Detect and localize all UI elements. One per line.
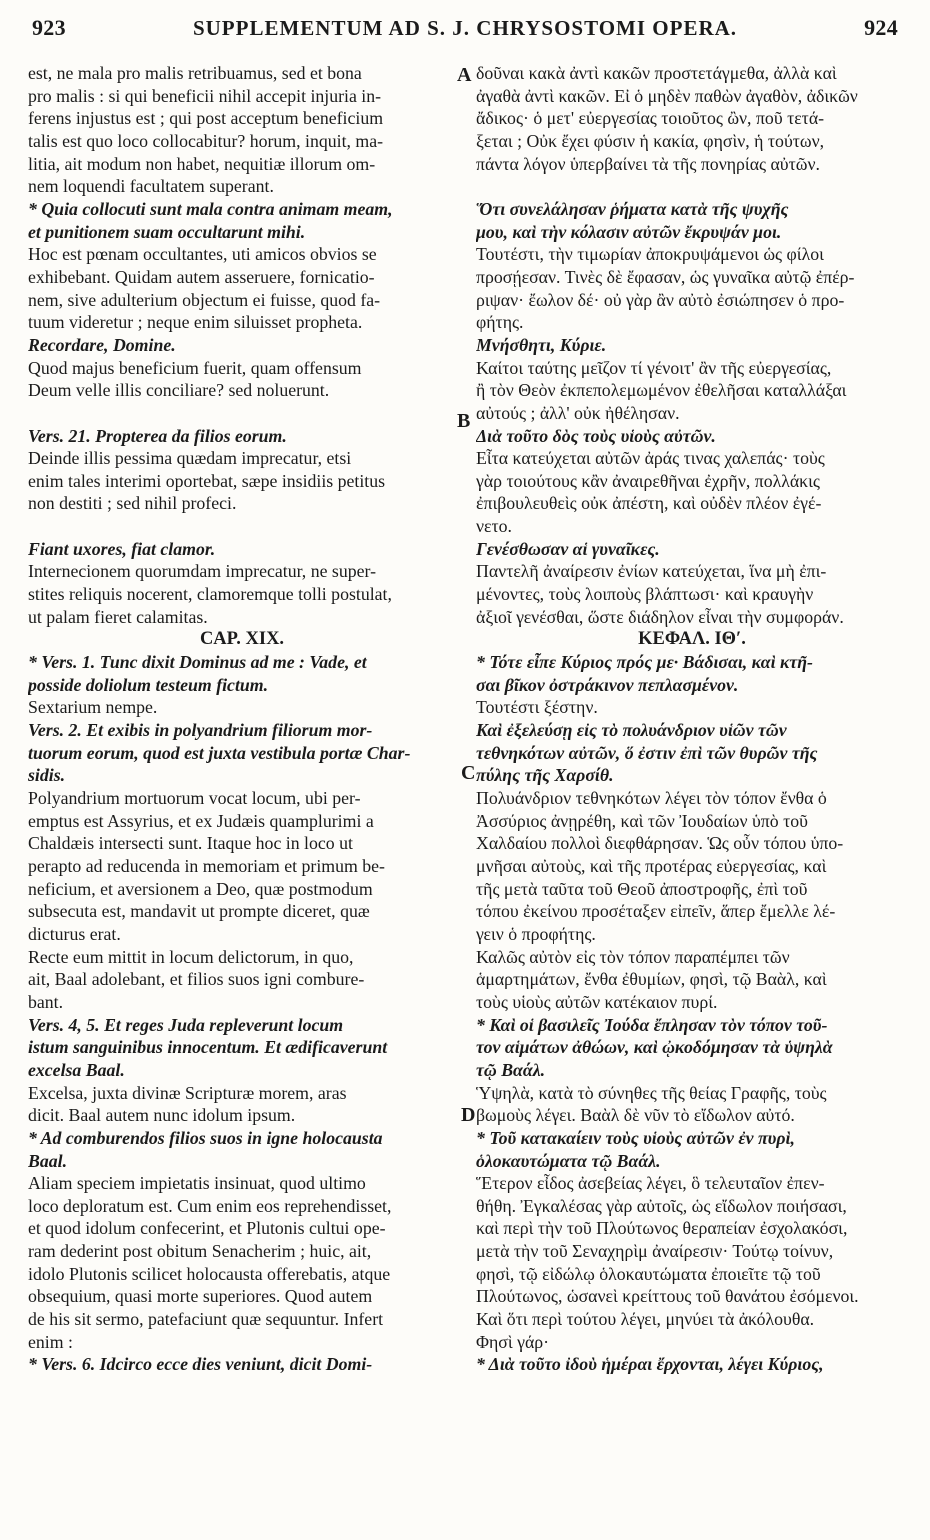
greek-text-line: * Τότε εἶπε Κύριος πρός με· Βάδισαι, καὶ κτῆ- — [476, 652, 813, 673]
latin-text-line: * Vers. 1. Tunc dixit Dominus ad me : Vade, et — [28, 652, 367, 673]
greek-text-line: τον αἱμάτων ἀθώων, καὶ ᾠκοδόμησαν τὰ ὑψηλὰ — [476, 1037, 833, 1058]
latin-text-line: Sextarium nempe. — [28, 697, 158, 718]
latin-text-line: posside doliolum testeum fictum. — [28, 674, 269, 695]
right-page-number: 924 — [864, 15, 898, 40]
latin-text-line: et punitionem suam occultarunt mihi. — [28, 221, 306, 242]
greek-text-line: γὰρ τοιούτους κἂν ἀναιρεθῆναι ἐχρῆν, πολλάκις — [476, 470, 820, 491]
greek-text-line: βωμοὺς λέγει. Βαὰλ δὲ νῦν τὸ εἴδωλον αὐτό. — [476, 1105, 795, 1126]
latin-text-line: Vers. 2. Et exibis in polyandrium filiorum mor- — [28, 720, 373, 741]
greek-text-line: ἀξιοῖ γενέσθαι, ὥστε διάδηλον εἶναι τὴν συμφοράν. — [476, 606, 844, 627]
latin-text-line: talis est quo loco collocabitur? horum, inquit, ma- — [28, 130, 384, 151]
greek-text-line: Ὅτι συνελάλησαν ῥήματα κατὰ τῆς ψυχῆς — [476, 198, 789, 219]
greek-text-line: δοῦναι κακὰ ἀντὶ κακῶν προστετάγμεθα, ἀλλὰ καὶ — [476, 63, 837, 83]
greek-text-line: καὶ περὶ τὴν τοῦ Πλούτωνος θεραπείαν ἐσχολακόσι, — [476, 1218, 848, 1239]
latin-text-line: Fiant uxores, fiat clamor. — [28, 538, 216, 559]
latin-text-line: tuorum eorum, quod est juxta vestibula portæ Char- — [28, 742, 411, 763]
latin-text-line: subsecuta est, mandavit ut prompte diceret, quæ — [28, 901, 370, 922]
greek-text-line: αὐτούς ; ἀλλ' οὐκ ἠθέλησαν. — [476, 402, 680, 423]
latin-text-line: Polyandrium mortuorum vocat locum, ubi per- — [28, 788, 361, 808]
greek-text-line: * Καὶ οἱ βασιλεῖς Ἰούδα ἔπλησαν τὸν τόπον τοῦ- — [476, 1014, 828, 1035]
greek-text-line: μου, καὶ τὴν κόλασιν αὐτῶν ἔκρυψάν μοι. — [476, 221, 782, 242]
greek-text-line: σαι βῖκον ὀστράκινον πεπλασμένον. — [476, 674, 739, 695]
greek-text-line: φήτης. — [476, 312, 524, 333]
greek-text-line: Μνήσθητι, Κύριε. — [476, 334, 607, 355]
latin-text-line: obsequium, quasi morte superiores. Quod autem — [28, 1286, 373, 1307]
latin-text-line: bant. — [28, 991, 64, 1012]
latin-text-line: nem, sive adulterium objectum ei fuisse, quod fa- — [28, 289, 381, 310]
greek-text-line: Ὑψηλὰ, κατὰ τὸ σύνηθες τῆς θείας Γραφῆς, τοὺς — [476, 1082, 827, 1103]
greek-text-line: νετο. — [476, 516, 512, 537]
greek-text-line: Παντελῆ ἀναίρεσιν ἐνίων κατεύχεται, ἵνα μὴ ἐπι- — [476, 561, 827, 582]
latin-text-line: ait, Baal adolebant, et filios suos igni combure- — [28, 969, 365, 990]
latin-text-line: Quod majus beneficium fuerit, quam offensum — [28, 357, 362, 378]
greek-text-line: τῆς μετὰ ταῦτα τοῦ Θεοῦ ἀποστροφῆς, ἐπὶ τοῦ — [476, 878, 808, 899]
latin-text-line: Baal. — [28, 1150, 68, 1171]
greek-text-line: θήθη. Ἐγκαλέσας γὰρ αὐτοῖς, ὡς εἴδωλον ποιήσασι, — [476, 1195, 847, 1216]
latin-text-line: sidis. — [28, 765, 66, 786]
latin-text-line: litia, ait modum non habet, nequitiæ illorum om- — [28, 153, 376, 174]
greek-text-line: τόπου ἐκείνου προσέταξεν εἰπεῖν, ἅπερ ἔμελλε λέ- — [476, 901, 836, 922]
greek-text-line: πάντα λόγον ὑπερβαίνει τὰ τῆς πονηρίας αὐτῶν. — [476, 153, 820, 174]
latin-text-line: stites reliquis nocerent, clamoremque tolli postulat, — [28, 584, 392, 605]
greek-text-line: ἐπιβουλευθεὶς οὐκ ἀπέστη, καὶ οὐδὲν πλέον ἐγέ- — [476, 493, 822, 514]
greek-text-line: τῷ Βαάλ. — [476, 1059, 546, 1080]
latin-text-line: excelsa Baal. — [28, 1059, 125, 1080]
greek-text-line — [476, 175, 908, 198]
greek-text-line: Τουτέστι, τὴν τιμωρίαν ἀποκρυψάμενοι ὡς φίλοι — [476, 244, 824, 265]
margin-marker-b: B — [457, 410, 471, 432]
latin-text-line: Recte eum mittit in locum delictorum, in quo, — [28, 946, 354, 967]
greek-column — [476, 62, 908, 1376]
latin-text-line: istum sanguinibus innocentum. Et ædificaverunt — [28, 1037, 388, 1058]
greek-text-line: μένοντες, τοὺς λοιποὺς βλάπτωσι· καὶ κραυγὴν — [476, 584, 814, 605]
greek-text-line: μετὰ τὴν τοῦ Σεναχηρὶμ ἀναίρεσιν· Τούτῳ τοίνυν, — [476, 1241, 834, 1262]
latin-text-line: non destiti ; sed nihil profeci. — [28, 493, 237, 514]
latin-text-line: Vers. 21. Propterea da filios eorum. — [28, 425, 287, 446]
greek-text-line: φησὶ, τῷ εἰδώλῳ ὁλοκαυτώματα ἐποιεῖτε τῷ τοῦ — [476, 1263, 821, 1284]
greek-text-line: Καλῶς αὐτὸν εἰς τὸν τόπον παραπέμπει τῶν — [476, 946, 790, 967]
greek-text-line: ἄδικος· ὁ μετ' εὐεργεσίας τοιοῦτος ὢν, ποῦ τετά- — [476, 108, 825, 129]
latin-text-line: enim tales interimi oportebat, sæpe insidiis petitus — [28, 470, 386, 491]
greek-text-line: τεθνηκότων αὐτῶν, ὅ ἐστιν ἐπὶ τῶν θυρῶν τῆς — [476, 742, 818, 763]
latin-text-line: Internecionem quorumdam imprecatur, ne super- — [28, 561, 377, 582]
latin-text-line: nem loquendi facultatem superant. — [28, 176, 274, 197]
latin-column — [28, 62, 456, 1376]
greek-text-line: Φησὶ γάρ· — [476, 1331, 550, 1352]
latin-text-line: * Ad comburendos filios suos in igne holocausta — [28, 1127, 383, 1148]
greek-text-line: μνῆσαι αὐτοὺς, καὶ τῆς προτέρας εὐεργεσίας, καὶ — [476, 855, 827, 876]
greek-text-line: Καίτοι ταύτης μεῖζον τί γένοιτ' ἂν τῆς εὐεργεσίας, — [476, 357, 832, 378]
greek-text-line: ξεται ; Οὐκ ἔχει φύσιν ἡ κακία, φησὶν, ἡ τούτων, — [476, 130, 825, 151]
margin-marker-a: A — [457, 64, 472, 86]
latin-text-line: ferens injustus est ; qui post acceptum beneficium — [28, 108, 384, 129]
greek-text-line: γειν ὁ προφήτης. — [476, 923, 596, 944]
greek-text-line: ΚΕΦΑΛ. ΙΘʹ. — [638, 629, 746, 650]
latin-text-line: * Vers. 6. Idcirco ecce dies veniunt, dicit Domi- — [28, 1354, 373, 1375]
latin-text-line: et quod idolum confecerint, et Plutonis cultui ope- — [28, 1218, 386, 1239]
greek-text-line: Ἕτερον εἶδος ἀσεβείας λέγει, ὃ τελευταῖον ἐπεν- — [476, 1173, 825, 1194]
latin-text-line: ut palam fieret calamitas. — [28, 606, 208, 627]
greek-text-line: Ἀσσύριος ἀνῃρέθη, καὶ τῶν Ἰουδαίων ὑπὸ τοῦ — [476, 810, 808, 831]
greek-text-line: Εἶτα κατεύχεται αὐτῶν ἀράς τινας χαλεπάς· τοὺς — [476, 448, 825, 469]
latin-text-line: Excelsa, juxta divinæ Scripturæ morem, aras — [28, 1082, 347, 1103]
greek-text-line: Καὶ ἐξελεύσῃ εἰς τὸ πολυάνδριον υἱῶν τῶν — [476, 720, 787, 741]
latin-text-line: idolo Plutonis scilicet holocausta offerebatis, atque — [28, 1263, 391, 1284]
margin-marker-c: C — [461, 762, 476, 784]
greek-text-line: ἀγαθὰ ἀντὶ κακῶν. Εἰ ὁ μηδὲν παθὼν ἀγαθὸν, ἀδικῶν — [476, 85, 858, 106]
greek-text-line: Πολυάνδριον τεθνηκότων λέγει τὸν τόπον ἔνθα ὁ — [476, 788, 827, 808]
greek-text-line: Τουτέστι ξέστην. — [476, 697, 598, 718]
greek-text-line: * Τοῦ κατακαίειν τοὺς υἱοὺς αὐτῶν ἐν πυρὶ, — [476, 1127, 795, 1148]
greek-text-line: τοὺς υἱοὺς αὐτῶν κατέκαιον πυρί. — [476, 991, 718, 1012]
greek-text-line: Πλούτωνος, ὡσανεὶ κρείττους τοῦ θανάτου ἐσόμενοι. — [476, 1286, 859, 1307]
latin-text-line: emptus est Assyrius, et ex Judæis quamplurimi a — [28, 810, 374, 831]
greek-text-line: Διὰ τοῦτο δὸς τοὺς υἱοὺς αὐτῶν. — [476, 425, 716, 446]
greek-text-line: ριψαν· ἔωλον δέ· οὐ γὰρ ἂν αὐτὸ ἐσιώπησεν ὁ προ- — [476, 289, 845, 310]
greek-text-line: ἢ τὸν Θεὸν ἐκπεπολεμωμένον ἐθελῆσαι καταλλάξαι — [476, 380, 847, 401]
latin-text-line: est, ne mala pro malis retribuamus, sed et bona — [28, 63, 362, 83]
greek-text-line: Γενέσθωσαν αἱ γυναῖκες. — [476, 538, 660, 559]
latin-text-line: Deinde illis pessima quædam imprecatur, etsi — [28, 448, 352, 469]
latin-text-line: exhibebant. Quidam autem asseruere, fornicatio- — [28, 266, 375, 287]
greek-text-line: ὁλοκαυτώματα τῷ Βαάλ. — [476, 1150, 661, 1171]
latin-text-line: loco deploratum est. Cum enim eos reprehendisset, — [28, 1195, 392, 1216]
greek-text-line: Χαλδαίου πολλοὶ διεφθάρησαν. Ὡς οὖν τόπου ὑπο- — [476, 833, 844, 854]
page-header — [32, 8, 898, 48]
greek-text-line: Καὶ ὅτι περὶ τούτου λέγει, μηνύει τὰ ἀκόλουθα. — [476, 1309, 815, 1330]
greek-text-line: πύλης τῆς Χαρσίθ. — [476, 765, 614, 786]
latin-text-line: Chaldæis intersecti sunt. Itaque hoc in loco ut — [28, 833, 353, 854]
latin-text-line: Recordare, Domine. — [28, 334, 176, 355]
greek-text-line: * Διὰ τοῦτο ἰδοὺ ἡμέραι ἔρχονται, λέγει Κύριος, — [476, 1354, 824, 1375]
latin-text-line: CAP. XIX. — [199, 629, 285, 650]
latin-text-line: perapto ad reducenda in memoriam et primum be- — [28, 855, 385, 876]
latin-text-line: dicturus erat. — [28, 923, 121, 944]
latin-text-line: Aliam speciem impietatis insinuat, quod ultimo — [28, 1173, 366, 1194]
latin-text-line: neficium, et aversionem a Deo, quæ postmodum — [28, 878, 373, 899]
latin-text-line: tuum videretur ; neque enim siluisset propheta. — [28, 312, 363, 333]
left-page-number: 923 — [32, 15, 66, 40]
greek-text-line: προσῄεσαν. Τινὲς δὲ ἔφασαν, ὡς γυναῖκα αὐτῷ ἐπέρ- — [476, 266, 855, 287]
latin-text-line: enim : — [28, 1331, 73, 1352]
latin-text-line — [28, 402, 456, 425]
latin-text-line: Vers. 4, 5. Et reges Juda repleverunt locum — [28, 1014, 344, 1035]
latin-text-line — [28, 515, 456, 538]
latin-text-line: Deum velle illis conciliare? sed noluerunt. — [28, 380, 330, 401]
latin-text-line: dicit. Baal autem nunc idolum ipsum. — [28, 1105, 296, 1126]
margin-marker-d: D — [461, 1104, 476, 1126]
latin-text-line: Hoc est pœnam occultantes, uti amicos obvios se — [28, 244, 377, 265]
latin-text-line: ram dederint post obitum Senacherim ; huic, ait, — [28, 1241, 372, 1262]
running-title: SUPPLEMENTUM AD S. J. CHRYSOSTOMI OPERA. — [192, 15, 738, 40]
latin-text-line: * Quia collocuti sunt mala contra animam meam, — [28, 198, 393, 219]
latin-text-line: pro malis : si qui beneficii nihil accepit injuria in- — [28, 85, 382, 106]
greek-text-line: ἁμαρτημάτων, ἔνθα ἐθυμίων, φησὶ, τῷ Βαὰλ, καὶ — [476, 969, 827, 990]
latin-text-line: de his sit sermo, patefaciunt quæ sequuntur. Infert — [28, 1309, 384, 1330]
